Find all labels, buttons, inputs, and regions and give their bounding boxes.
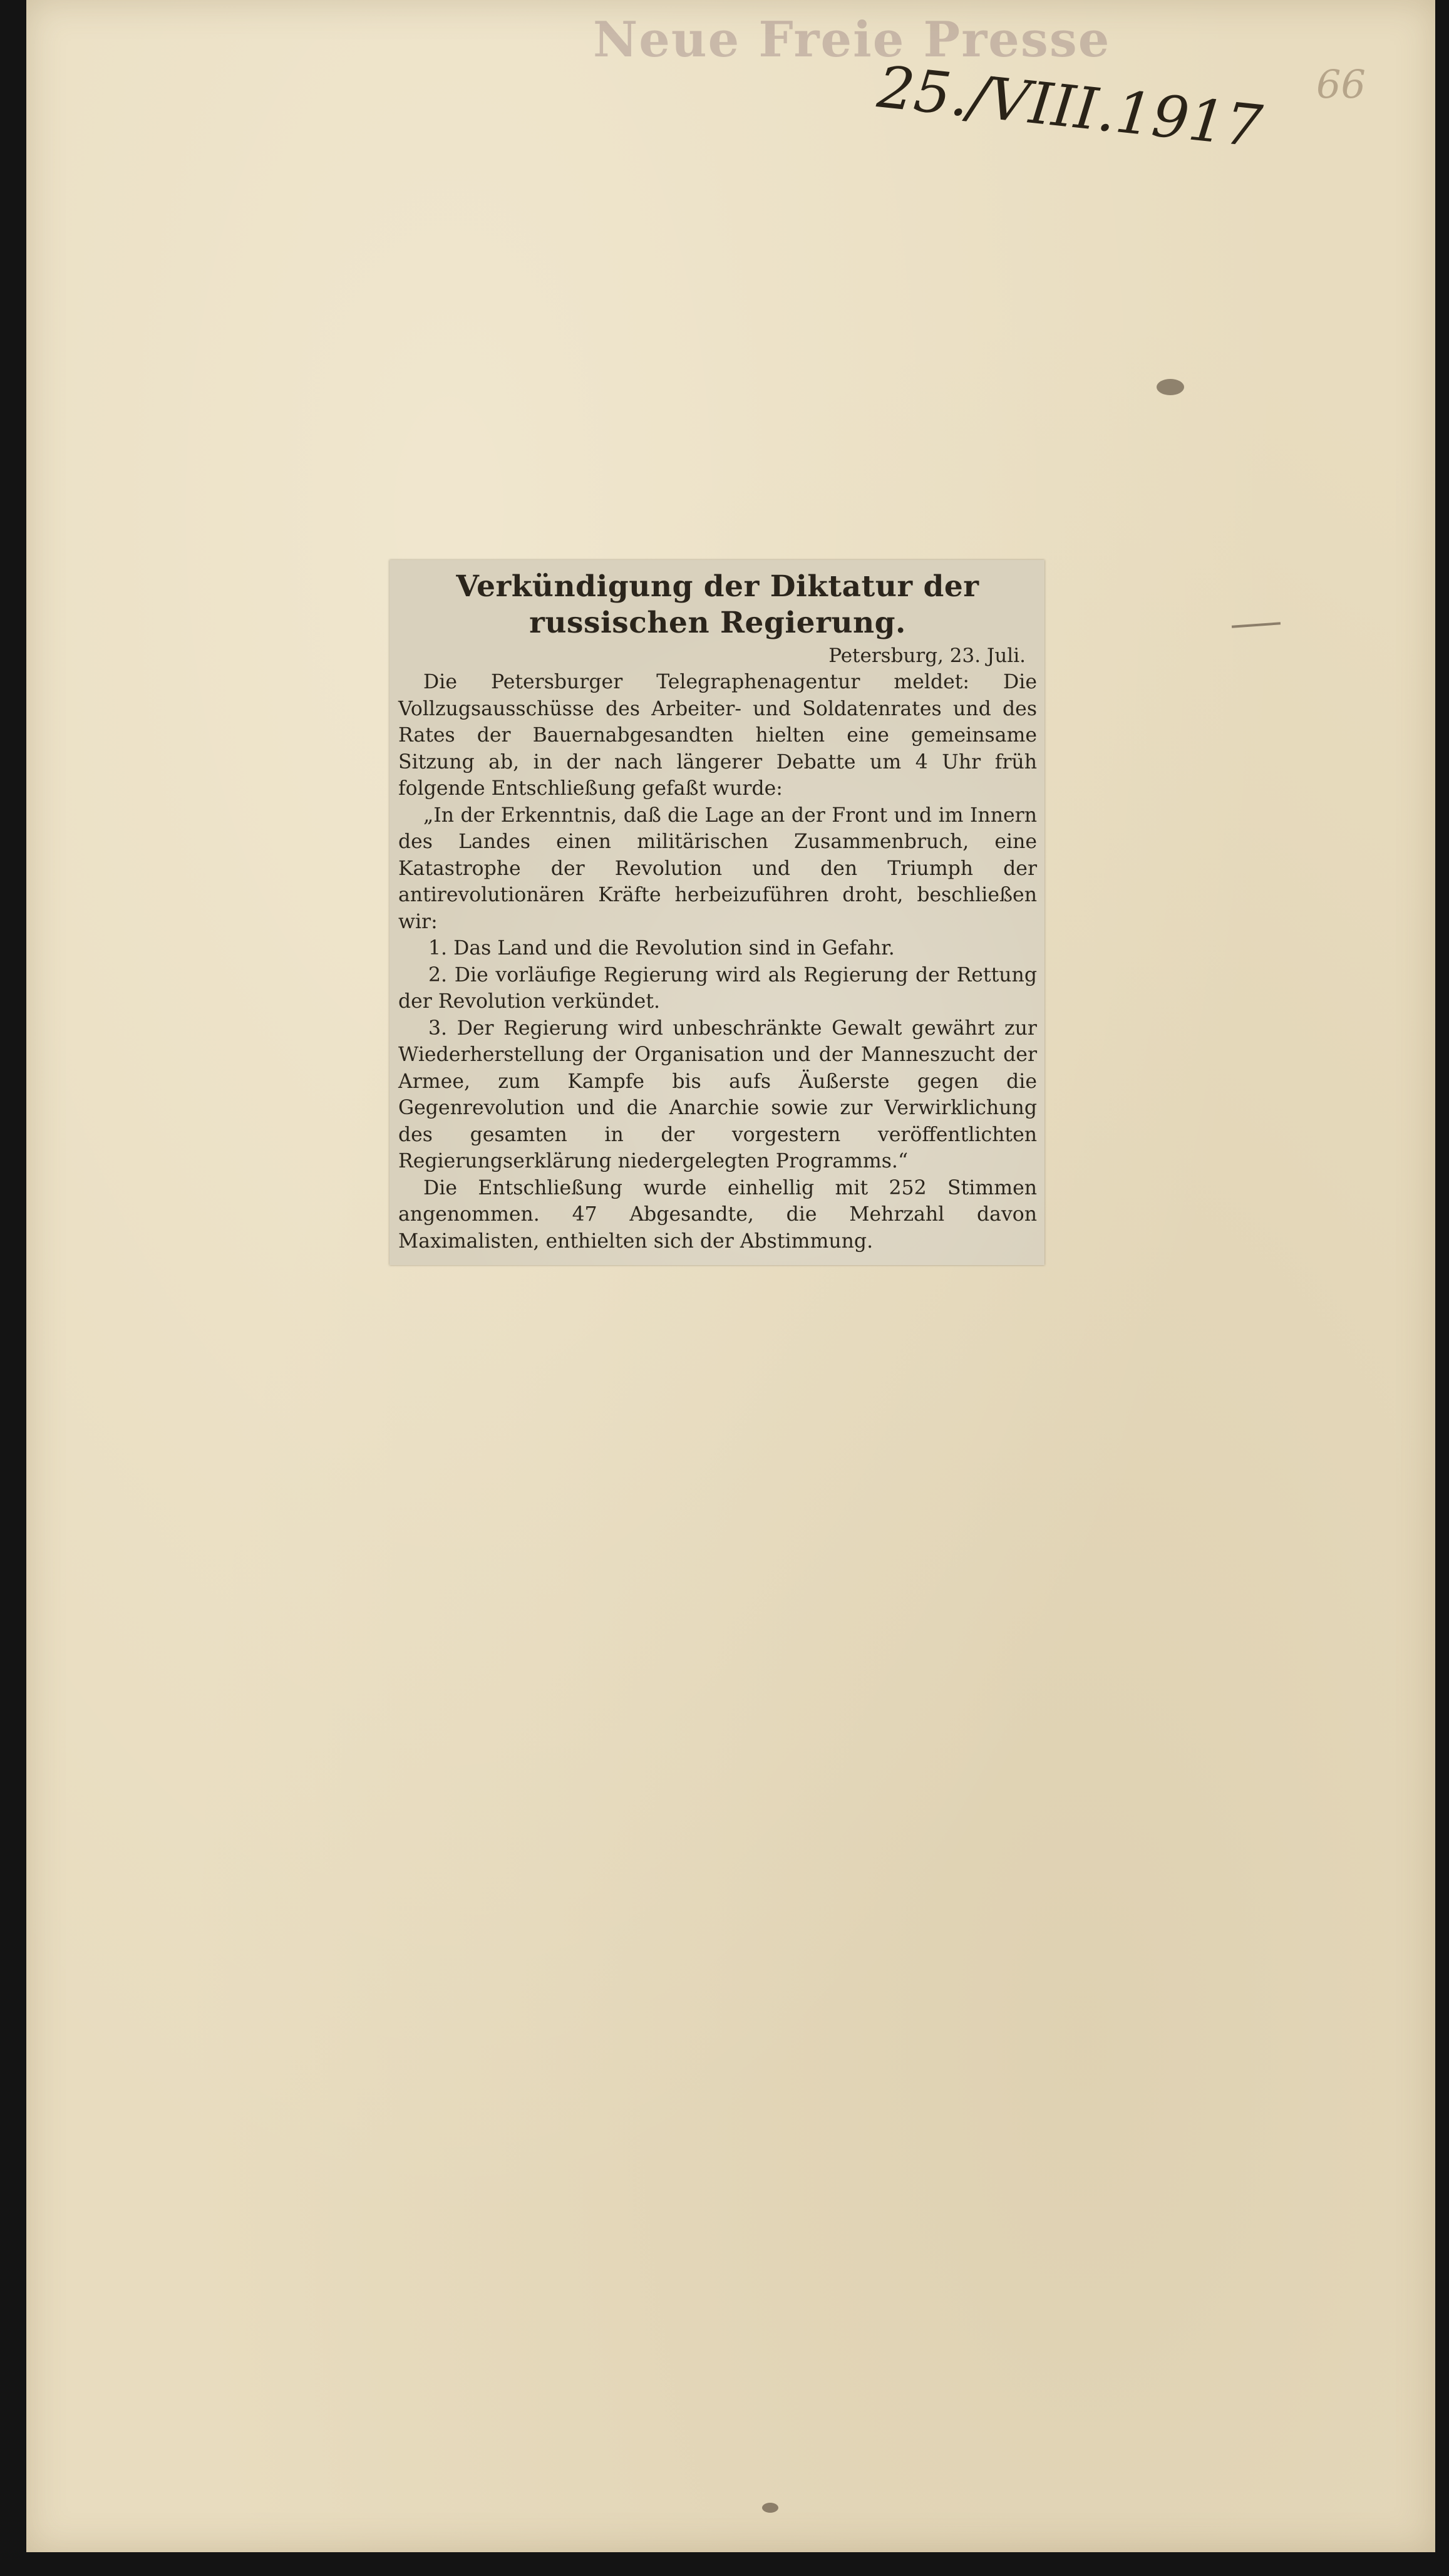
pencil-mark	[1232, 622, 1281, 628]
article-paragraph: Die Petersburger Telegraphenagentur meldet: Die Vollzugsausschüsse des Arbeiter- und Soldatenrates und des Rates der Bauernabgesandten hielten eine gemeinsame Sitzung ab, in der nach längerer Debatte um 4 Uhr früh folgende Entschließung gefaßt wurde:	[398, 671, 1037, 800]
resolution-item: 1. Das Land und die Revolution sind in Gefahr.	[428, 937, 895, 960]
resolution-item: 3. Der Regierung wird unbeschränkte Gewalt gewährt zur Wiederherstellung der Organisation und der Manneszucht der Armee, zum Kampfe bis aufs Äußerste gegen die Gegenrevolution und die Anarchie sowie zur Verwirklichung des gesamten in der vorgestern veröffentlichten Regierungserklärung niedergelegten Programms.“	[398, 1016, 1037, 1172]
ink-spot	[1157, 379, 1184, 395]
resolution-item: 2. Die vorläufige Regierung wird als Regierung der Rettung der Revolution verkündet.	[398, 963, 1037, 1013]
archive-sheet	[26, 0, 1435, 2552]
ink-spot	[762, 2503, 778, 2513]
article-closing: Die Entschließung wurde einhellig mit 252 Stimmen angenommen. 47 Abgesandte, die Mehrzahl davon Maximalisten, enthielten sich der Abstimmung.	[398, 1176, 1037, 1253]
newspaper-clipping	[389, 560, 1044, 1265]
article-paragraph: „In der Erkenntnis, daß die Lage an der Front und im Innern des Landes einen militärischen Zusammenbruch, eine Katastrophe der Revolution und den Triumph der antirevolutionären Kräfte herbeizuführen droht, beschließen wir:	[398, 804, 1037, 933]
newspaper-stamp: Neue Freie Presse	[593, 11, 1111, 68]
page-number: 66	[1316, 61, 1366, 107]
article-headline: Verkündigung der Diktatur der russischen Regierung.	[456, 569, 979, 640]
article-dateline: Petersburg, 23. Juli.	[828, 644, 1026, 667]
handwritten-date: 25./VIII.1917	[874, 53, 1266, 161]
